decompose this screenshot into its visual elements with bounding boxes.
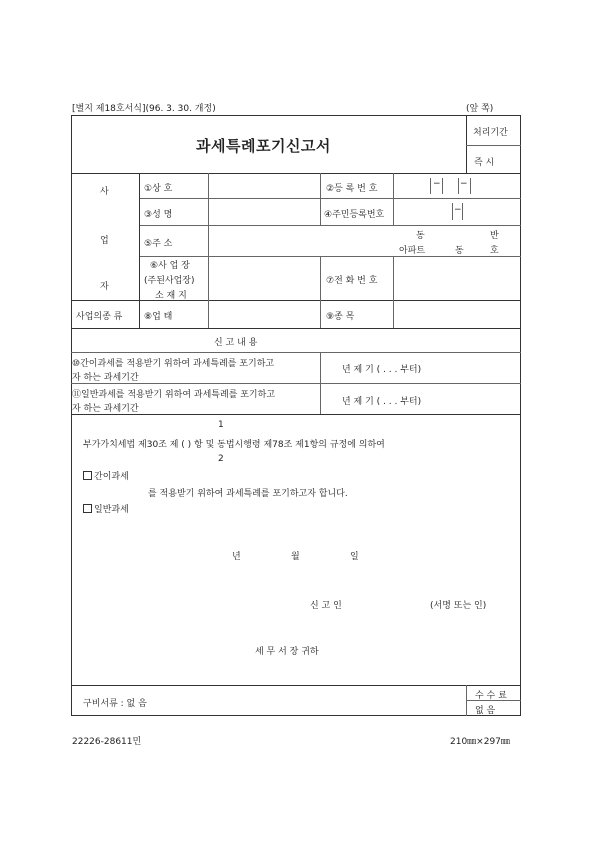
business-item-label: ⑨종 목 — [326, 312, 355, 322]
form-title: 과세특례포기신고서 — [196, 137, 331, 155]
document-page: [별지 제18호서식](96. 3. 30. 개정) (앞 쪽) 과세특례포기신고서 처리기간 즉 시 − − − 사 업 자 ①상 호 ②등 록 번 호 ③성 명 ④주민등록번호 ⑤주 소 동 반 아파트 동 호 ⑥사 업 장 (주된사업장) 소 재 지 ⑦전 화 번 호 사업의종 류 ⑧업 태 ⑨종 목 신 고 내 용 ⑩간이과세를 적용받기 위하여 과세특례를 포기하고 자 하는 과세기간 년 제 기 ( . . . 부터) ⑪일반과세를 적용받기 위하여 과세특례를 포기하고 자 하는 과세기간 년 제 기 ( . . . 부터) 1 부가가치세법 제30조 제 ( ) 항 및 동법시행령 제78조 제1항의 규정에 의하여 2 간이과세 를 적용받기 위하여 과세특례를 포기하고자 합니다. 일반과세 년 월 일 신 고 인 (서명 또는 인) 세 무 서 장 귀하 구비서류 : 없 음 수 수 료 없 음 22226-28611민 210㎜×297㎜ — [0, 0, 595, 842]
business-group-label-2: 업 — [100, 236, 109, 246]
trade-name-label: ①상 호 — [144, 184, 173, 194]
fee-label: 수 수 료 — [475, 691, 507, 701]
address-ho: 호 — [490, 246, 499, 256]
general-tax-label: 일반과세 — [94, 505, 129, 515]
paper-size: 210㎜×297㎜ — [450, 737, 510, 747]
row-10-label-line1: ⑩간이과세를 적용받기 위하여 과세특례를 포기하고 — [72, 359, 275, 369]
business-category-label: ⑧업 태 — [144, 312, 173, 322]
processing-label: 처리기간 — [473, 128, 508, 138]
resident-number-label: ④주민등록번호 — [324, 210, 385, 220]
general-tax-checkbox[interactable] — [83, 504, 92, 513]
business-group-label-3: 자 — [100, 282, 109, 292]
workplace-label-line2: (주된사업장) — [144, 276, 195, 286]
workplace-label-line3: 소 재 지 — [155, 291, 187, 301]
law-reference: 부가가치세법 제30조 제 ( ) 항 및 동법시행령 제78조 제1항의 규정에 의하여 — [83, 440, 385, 450]
simplified-tax-checkbox[interactable] — [83, 471, 92, 480]
signature-label: (서명 또는 인) — [430, 601, 487, 611]
row-11-label-line1: ⑪일반과세를 적용받기 위하여 과세특례를 포기하고 — [72, 390, 276, 400]
simplified-tax-label: 간이과세 — [94, 472, 129, 482]
reporter-label: 신 고 인 — [310, 601, 342, 611]
address-apt: 아파트 — [399, 246, 426, 256]
option-general-tax[interactable] — [83, 502, 129, 515]
row-10-label-line2: 자 하는 과세기간 — [72, 373, 139, 383]
business-type-label: 사업의종 류 — [76, 312, 123, 322]
registration-number-label: ②등 록 번 호 — [326, 184, 378, 194]
date-day: 일 — [350, 552, 359, 562]
phone-label: ⑦전 화 번 호 — [326, 276, 378, 286]
addressee: 세 무 서 장 귀하 — [255, 647, 319, 657]
form-code: [별지 제18호서식](96. 3. 30. 개정) — [72, 104, 216, 114]
date-year: 년 — [232, 552, 241, 562]
row-11-label-line2: 자 하는 과세기간 — [72, 404, 139, 414]
date-month: 월 — [291, 552, 300, 562]
processing-value: 즉 시 — [474, 158, 495, 168]
form-number: 22226-28611민 — [72, 737, 142, 747]
attachments: 구비서류 : 없 음 — [83, 699, 147, 709]
address-dong2: 동 — [455, 246, 464, 256]
report-header: 신 고 내 용 — [214, 338, 258, 348]
name-label: ③성 명 — [144, 210, 173, 220]
fee-value: 없 음 — [475, 706, 496, 716]
purpose-statement: 를 적용받기 위하여 과세특례를 포기하고자 합니다. — [148, 489, 348, 499]
row-11-value: 년 제 기 ( . . . 부터) — [342, 397, 422, 407]
row-10-value: 년 제 기 ( . . . 부터) — [342, 365, 422, 375]
side-note: (앞 쪽) — [466, 104, 494, 114]
clause-number-1: 1 — [218, 420, 224, 430]
address-label: ⑤주 소 — [144, 239, 173, 249]
workplace-label-line1: ⑥사 업 장 — [150, 261, 190, 271]
address-ban: 반 — [490, 231, 499, 241]
option-simplified-tax[interactable] — [83, 469, 129, 482]
address-dong: 동 — [416, 231, 425, 241]
clause-number-2: 2 — [218, 454, 224, 464]
business-group-label-1: 사 — [100, 187, 109, 197]
